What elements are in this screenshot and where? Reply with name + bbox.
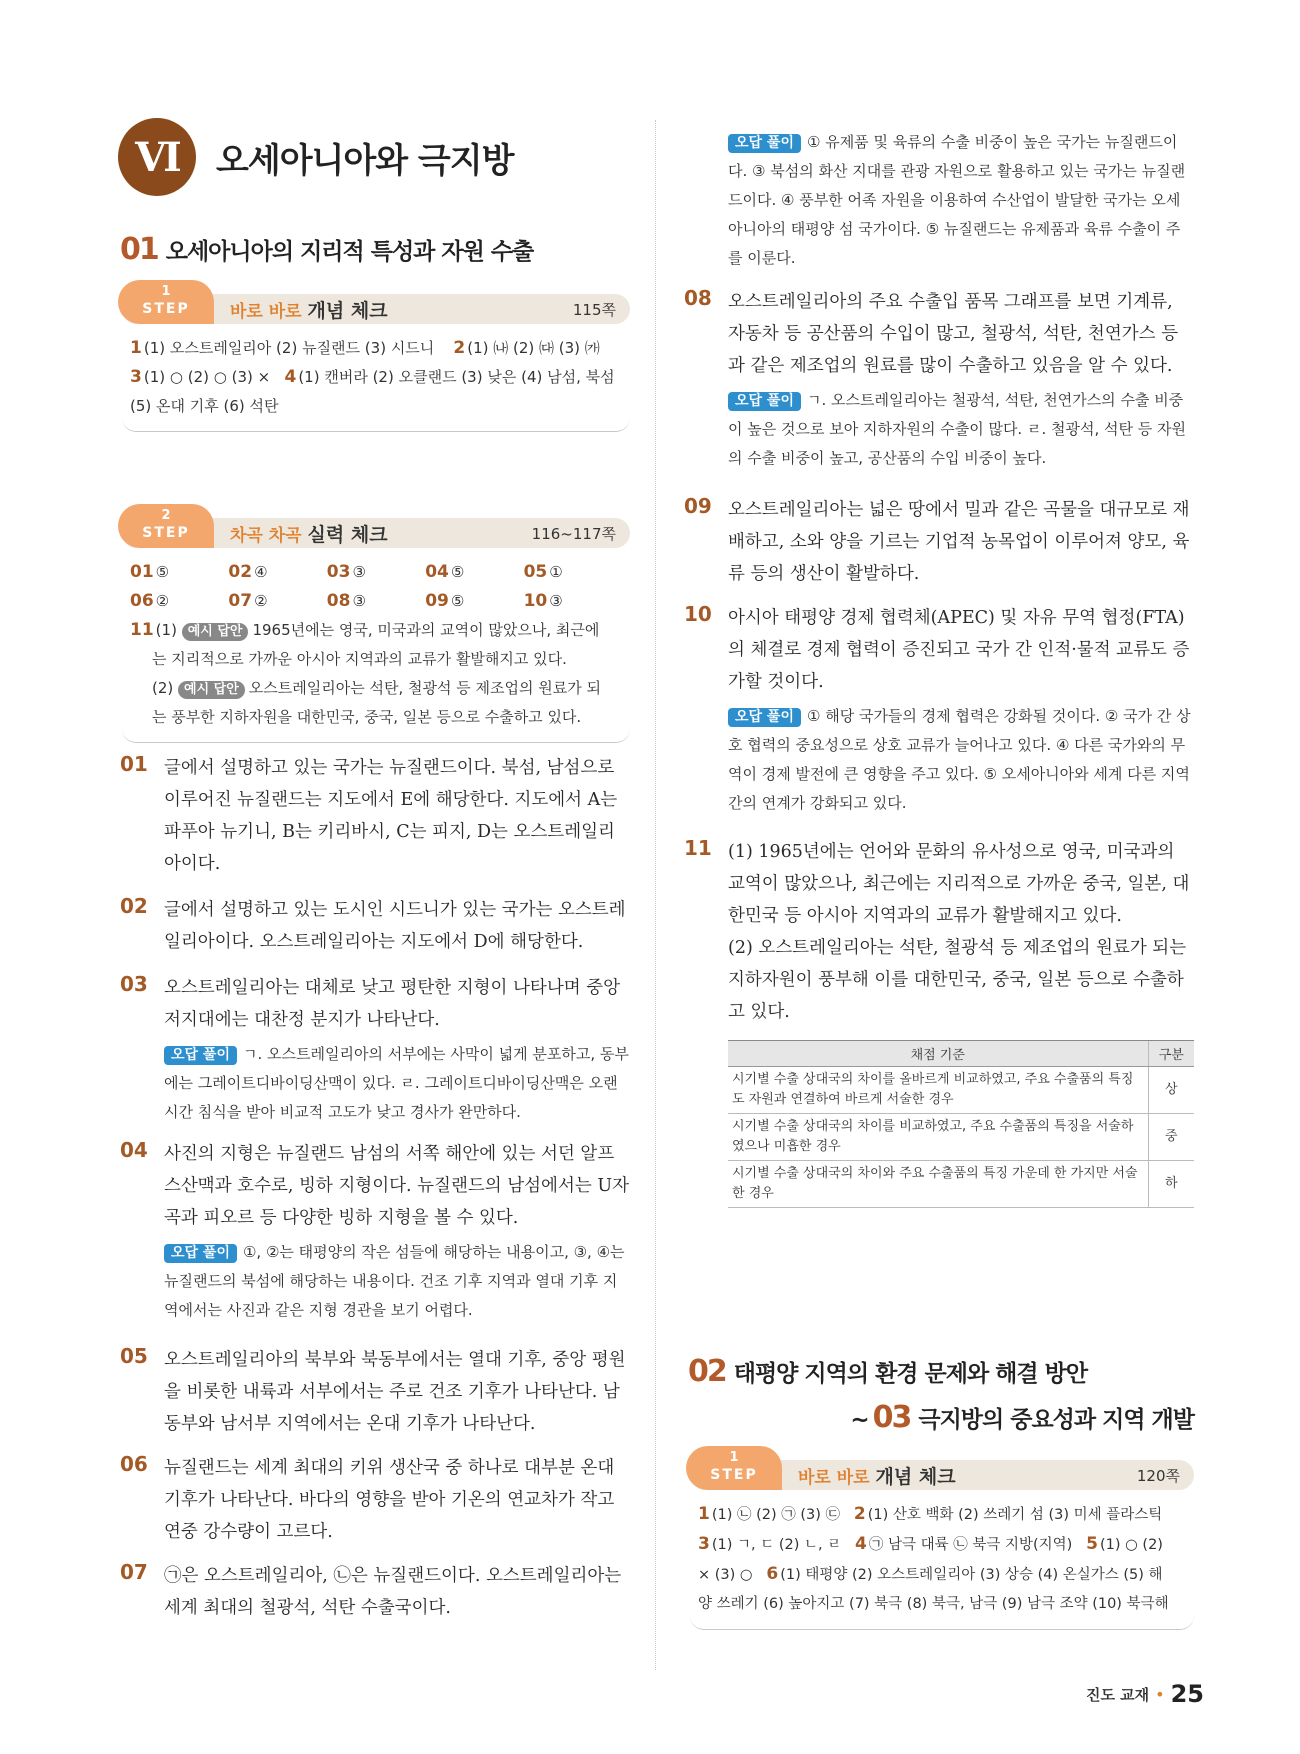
step-answers bbox=[690, 1490, 1194, 1630]
chapter-badge: VI bbox=[118, 118, 196, 196]
step-answers bbox=[122, 324, 630, 432]
footer-label: 진도 교재 bbox=[1085, 1685, 1150, 1704]
answer-item-08: 08 오스트레일리아의 주요 수출입 품목 그래프를 보면 기계류, 자동차 등 공산품의 수입이 많고, 철광석, 석탄, 천연가스 등과 같은 제조업의 원료를 많이 수출하고 있음을 알 수 있다. 오답 풀이 ㄱ. 오스트레일리아는 철광석, 석탄, 천연가스의 수출 비중이 높은 것으로 보아 지하자원의 수출이 많다. ㄹ. 철광석, 석탄 등 자원의 수출 비중이 높고, 공산품의 수입 비중이 높다. bbox=[684, 286, 1194, 473]
step1-concept-check-2 bbox=[690, 1450, 1194, 1630]
answer-item-07: 07 ㉠은 오스트레일리아, ㉡은 뉴질랜드이다. 오스트레일리아는 세계 최대의 철광석, 석탄 수출국이다. bbox=[120, 1560, 622, 1618]
wrong-answer-note: 오답 풀이 ①, ②는 태평양의 작은 섬들에 해당하는 내용이고, ③, ④는 뉴질랜드의 북섬에 해당하는 내용이다. 건조 기후 지역과 열대 기후 지역에서는 사진과 같은 지형 경관을 보기 어렵다. bbox=[164, 1243, 625, 1319]
answer-line: 3 (1) ○ (2) ○ (3) × 4 (1) 캔버라 (2) 오클랜드 (3) 낮은 (4) 남섬, 북섬 bbox=[130, 367, 615, 387]
grid-answer: 10 ③ bbox=[523, 591, 563, 611]
grid-answer: 02 ④ bbox=[228, 562, 268, 582]
q11-answer-1-cont: 는 지리적으로 가까운 아시아 지역과의 교류가 활발해지고 있다. bbox=[152, 650, 567, 668]
step1-concept-check bbox=[122, 284, 630, 432]
grid-answer: 08 ③ bbox=[326, 591, 366, 611]
table-header-row bbox=[728, 1041, 1194, 1067]
wrong-answer-note: 오답 풀이 ① 유제품 및 육류의 수출 비중이 높은 국가는 뉴질랜드이다. ③ 북섬의 화산 지대를 관광 자원으로 활용하고 있는 국가는 뉴질랜드이다. ④ 풍부한 어족 자원을 이용하여 수산업이 발달한 국가는 오세아니아의 태평양 섬 국가이다. ⑤ 뉴질랜드는 유제품과 육류 수출이 주를 이룬다. bbox=[728, 133, 1186, 267]
step-bar bbox=[122, 508, 630, 548]
step-badge: 2 STEP bbox=[118, 504, 214, 548]
odap-tag: 오답 풀이 bbox=[164, 1244, 237, 1263]
section-title: 태평양 지역의 환경 문제와 해결 방안 bbox=[733, 1361, 1088, 1387]
step-page-ref: 116~117쪽 bbox=[531, 524, 616, 543]
answer-line: 양 쓰레기 (6) 높아지고 (7) 북극 (8) 북극, 남극 (9) 남극 조약 (10) 북극해 bbox=[698, 1596, 1169, 1612]
section-01-heading bbox=[120, 232, 533, 267]
answer-item-05: 05 오스트레일리아의 북부와 북동부에서는 열대 기후, 중앙 평원을 비롯한 내륙과 서부에서는 주로 건조 기후가 나타난다. 남동부와 남서부 지역에서는 온대 기후가 나타난다. bbox=[120, 1344, 626, 1434]
table-header: 채점 기준 bbox=[728, 1041, 1148, 1067]
step-page-ref: 120쪽 bbox=[1136, 1466, 1180, 1485]
answer-item-03: 03 오스트레일리아는 대체로 낮고 평탄한 지형이 나타나며 중앙 저지대에는 대찬정 분지가 나타난다. 오답 풀이 ㄱ. 오스트레일리아의 서부에는 사막이 넓게 분포하고, 동부에는 그레이트디바이딩산맥이 있다. ㄹ. 그레이트디바이딩산맥은 오랜 시간 침식을 받아 비교적 고도가 낮고 경사가 완만하다. bbox=[120, 972, 630, 1127]
step-bar bbox=[690, 1450, 1194, 1490]
q11-answer-2: (2) 예시 답안 오스트레일리아는 석탄, 철광석 등 제조업의 원료가 되 bbox=[152, 679, 601, 697]
answer-item-09: 09 오스트레일리아는 넓은 땅에서 밀과 같은 곡물을 대규모로 재배하고, 소와 양을 기르는 기업적 농목업이 이루어져 양모, 육류 등의 생산이 활발하다. bbox=[684, 494, 1190, 584]
odap-tag: 오답 풀이 bbox=[728, 708, 801, 727]
odap-tag: 오답 풀이 bbox=[164, 1046, 237, 1065]
table-cell: 상 bbox=[1148, 1067, 1194, 1114]
grid-answer: 01 ⑤ bbox=[130, 562, 170, 582]
step-bar bbox=[122, 284, 630, 324]
scoring-criteria bbox=[728, 1040, 1194, 1208]
answer-item-07-note bbox=[684, 124, 1194, 273]
step-label: 차곡 차곡 실력 체크 bbox=[230, 523, 388, 546]
section-number: 03 bbox=[872, 1400, 911, 1435]
table-cell: 하 bbox=[1148, 1161, 1194, 1208]
section-number: 01 bbox=[120, 232, 158, 267]
chapter-header bbox=[118, 118, 513, 196]
answer-item-02: 02 글에서 설명하고 있는 도시인 시드니가 있는 국가는 오스트레일리아이다. 오스트레일리아는 지도에서 D에 해당한다. bbox=[120, 894, 626, 952]
step-answers bbox=[122, 548, 630, 743]
table-cell: 시기별 수출 상대국의 차이와 주요 수출품의 특징 가운데 한 가지만 서술한 경우 bbox=[728, 1161, 1148, 1208]
table-header: 구분 bbox=[1148, 1041, 1194, 1067]
table-cell: 시기별 수출 상대국의 차이를 비교하였고, 주요 수출품의 특징을 서술하였으나 미흡한 경우 bbox=[728, 1114, 1148, 1161]
footer-dot: • bbox=[1155, 1684, 1165, 1704]
step-badge: 1 STEP bbox=[118, 280, 214, 324]
answer-item-11: 11 (1) 1965년에는 언어와 문화의 유사성으로 영국, 미국과의 교역이 많았으나, 최근에는 지리적으로 가까운 중국, 일본, 대한민국 등 아시아 지역과의 교류가 활발해지고 있다. (2) 오스트레일리아는 석탄, 철광석 등 제조업의 원료가 되는 지하자원이 풍부해 이를 대한민국, 중국, 일본 등으로 수출하고 있다. bbox=[684, 836, 1190, 1022]
page-number: 25 bbox=[1170, 1680, 1204, 1708]
table-cell: 시기별 수출 상대국의 차이를 올바르게 비교하였고, 주요 수출품의 특징도 자원과 연결하여 바르게 서술한 경우 bbox=[728, 1067, 1148, 1114]
grid-answer: 05 ① bbox=[523, 562, 563, 582]
step-label: 바로 바로 개념 체크 bbox=[798, 1465, 956, 1488]
step-page-ref: 115쪽 bbox=[572, 300, 616, 319]
example-answer-tag: 예시 답안 bbox=[178, 681, 245, 699]
odap-tag: 오답 풀이 bbox=[728, 134, 801, 153]
answer-grid bbox=[130, 558, 622, 616]
answer-item-01: 01 글에서 설명하고 있는 국가는 뉴질랜드이다. 북섬, 남섬으로 이루어진 뉴질랜드는 지도에서 E에 해당한다. 지도에서 A는 파푸아 뉴기니, B는 키리바시, C는 피지, D는 오스트레일리아이다. bbox=[120, 752, 618, 874]
section-title: 극지방의 중요성과 지역 개발 bbox=[918, 1407, 1194, 1433]
odap-tag: 오답 풀이 bbox=[728, 392, 801, 411]
section-number: 02 bbox=[688, 1354, 726, 1389]
example-answer-tag: 예시 답안 bbox=[182, 623, 249, 641]
answer-line: 1 (1) 오스트레일리아 (2) 뉴질랜드 (3) 시드니 2 (1) ㈏ (2) ㈐ (3) ㈎ bbox=[130, 338, 600, 358]
chapter-title: 오세아니아와 극지방 bbox=[216, 140, 514, 181]
table-row bbox=[728, 1067, 1194, 1114]
answer-item-04: 04 사진의 지형은 뉴질랜드 남섬의 서쪽 해안에 있는 서던 알프스산맥과 호수로, 빙하 지형이다. 뉴질랜드의 남섬에서는 U자곡과 피오르 등 다양한 빙하 지형을 볼 수 있다. 오답 풀이 ①, ②는 태평양의 작은 섬들에 해당하는 내용이고, ③, ④는 뉴질랜드의 북섬에 해당하는 내용이다. 건조 기후 지역과 열대 기후 지역에서는 사진과 같은 지형 경관을 보기 어렵다. bbox=[120, 1138, 630, 1325]
q11-answer-2-cont: 는 풍부한 지하자원을 대한민국, 중국, 일본 등으로 수출하고 있다. bbox=[152, 708, 582, 726]
page-footer bbox=[1086, 1680, 1204, 1708]
table-row bbox=[728, 1114, 1194, 1161]
section-02-heading bbox=[688, 1354, 1087, 1389]
grid-answer: 06 ② bbox=[130, 591, 170, 611]
wrong-answer-note: 오답 풀이 ㄱ. 오스트레일리아는 철광석, 석탄, 천연가스의 수출 비중이 높은 것으로 보아 지하자원의 수출이 많다. ㄹ. 철광석, 석탄 등 자원의 수출 비중이 높고, 공산품의 수입 비중이 높다. bbox=[728, 391, 1186, 467]
step-label: 바로 바로 개념 체크 bbox=[230, 299, 388, 322]
section-title: 오세아니아의 지리적 특성과 자원 수출 bbox=[165, 239, 534, 265]
grid-answer: 07 ② bbox=[228, 591, 268, 611]
criteria-table bbox=[728, 1040, 1194, 1208]
grid-answer: 04 ⑤ bbox=[425, 562, 465, 582]
step-badge: 1 STEP bbox=[686, 1446, 782, 1490]
section-03-heading bbox=[842, 1400, 1194, 1435]
q11-answer-1: 11 (1) 예시 답안 1965년에는 영국, 미국과의 교역이 많았으나, 최근에 bbox=[130, 620, 600, 640]
step2-skill-check bbox=[122, 508, 630, 743]
section-tilde: ~ bbox=[850, 1407, 869, 1433]
answer-line: (5) 온대 기후 (6) 석탄 bbox=[130, 397, 279, 415]
table-row bbox=[728, 1161, 1194, 1208]
answer-item-10: 10 아시아 태평양 경제 협력체(APEC) 및 자유 무역 협정(FTA)의 체결로 경제 협력이 증진되고 국가 간 인적·물적 교류도 증가할 것이다. 오답 풀이 ① 해당 국가들의 경제 협력은 강화될 것이다. ② 국가 간 상호 협력의 중요성으로 상호 교류가 늘어나고 있다. ④ 다른 국가와의 무역이 경제 발전에 큰 영향을 주고 있다. ⑤ 오세아니아와 세계 다른 지역 간의 연계가 강화되고 있다. bbox=[684, 602, 1194, 818]
table-cell: 중 bbox=[1148, 1114, 1194, 1161]
answer-line: × (3) ○ 6 (1) 태평양 (2) 오스트레일리아 (3) 상승 (4) 온실가스 (5) 해 bbox=[698, 1564, 1163, 1584]
answer-line: 3 (1) ㄱ, ㄷ (2) ㄴ, ㄹ 4 ㉠ 남극 대륙 ㉡ 북극 지방(지역) 5 (1) ○ (2) bbox=[698, 1534, 1163, 1554]
wrong-answer-note: 오답 풀이 ① 해당 국가들의 경제 협력은 강화될 것이다. ② 국가 간 상호 협력의 중요성으로 상호 교류가 늘어나고 있다. ④ 다른 국가와의 무역이 경제 발전에 큰 영향을 주고 있다. ⑤ 오세아니아와 세계 다른 지역 간의 연계가 강화되고 있다. bbox=[728, 707, 1191, 812]
answer-line: 1 (1) ㉡ (2) ㉠ (3) ㉢ 2 (1) 산호 백화 (2) 쓰레기 섬 (3) 미세 플라스틱 bbox=[698, 1504, 1163, 1524]
grid-answer: 03 ③ bbox=[326, 562, 366, 582]
answer-item-06: 06 뉴질랜드는 세계 최대의 키위 생산국 중 하나로 대부분 온대 기후가 나타난다. 바다의 영향을 받아 기온의 연교차가 작고 연중 강수량이 고르다. bbox=[120, 1452, 615, 1542]
grid-answer: 09 ⑤ bbox=[425, 591, 465, 611]
column-divider bbox=[655, 120, 656, 1670]
wrong-answer-note: 오답 풀이 ㄱ. 오스트레일리아의 서부에는 사막이 넓게 분포하고, 동부에는 그레이트디바이딩산맥이 있다. ㄹ. 그레이트디바이딩산맥은 오랜 시간 침식을 받아 비교적 고도가 낮고 경사가 완만하다. bbox=[164, 1045, 629, 1121]
